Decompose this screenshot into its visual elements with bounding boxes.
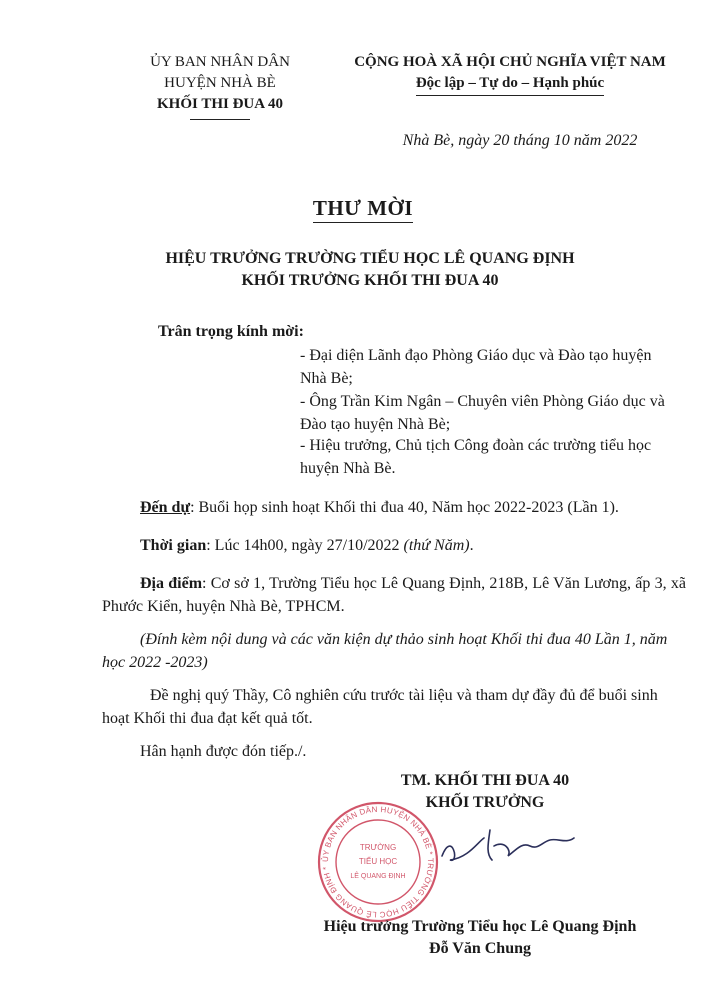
time-line — [140, 534, 700, 557]
request-paragraph: Đề nghị quý Thầy, Cô nghiên cứu trước tài liệu và tham dự đầy đủ để buổi sinh hoạt Khối thi đua đạt kết quả tốt. — [102, 687, 658, 727]
greeting: Trân trọng kính mời: — [158, 323, 304, 340]
place-line — [102, 572, 686, 618]
recipient-item: - Ông Trần Kim Ngân – Chuyên viên Phòng Giáo dục và Đào tạo huyện Nhà Bè; — [300, 393, 665, 433]
document-title-text: THƯ MỜI — [313, 196, 413, 223]
attend-text: : Buổi họp sinh hoạt Khối thi đua 40, Năm học 2022-2023 (Lần 1). — [190, 499, 619, 516]
inviter-block — [60, 248, 680, 292]
time-label: Thời gian — [140, 537, 207, 554]
recipient-item: - Đại diện Lãnh đạo Phòng Giáo dục và Đào tạo huyện Nhà Bè; — [300, 347, 652, 387]
stamp-center-line-2: TIỂU HỌC — [358, 857, 398, 866]
inviter-line-1: HIỆU TRƯỞNG TRƯỜNG TIỂU HỌC LÊ QUANG ĐỊNH — [165, 250, 575, 267]
attend-label: Đến dự — [140, 499, 191, 516]
signature-title-line-2: KHỐI TRƯỞNG — [425, 794, 545, 811]
place-text: : Cơ sở 1, Trường Tiểu học Lê Quang Định, 218B, Lê Văn Lương, ấp 3, xã Phước Kiển, huyện Nhà Bè, TPHCM. — [102, 575, 686, 615]
closing-line: Hân hạnh được đón tiếp./. — [140, 743, 307, 760]
national-motto: Độc lập – Tự do – Hạnh phúc — [416, 73, 604, 96]
stamp-center-line-3: LÊ QUANG ĐỊNH — [350, 873, 406, 880]
authority-line-1: ỦY BAN NHÂN DÂN — [150, 54, 290, 70]
stamp-ring-text: ỦY BAN NHÂN DÂN HUYỆN NHÀ BÈ * TRƯỜNG TIỂU HỌC LÊ QUANG ĐỊNH * — [320, 804, 436, 920]
signer-name: Đỗ Văn Chung — [429, 940, 531, 957]
official-stamp — [316, 800, 440, 924]
national-heading — [340, 52, 680, 96]
signer-block — [260, 916, 700, 960]
recipient-item: - Hiệu trưởng, Chủ tịch Công đoàn các trường tiểu học huyện Nhà Bè. — [300, 437, 652, 477]
place-label: Địa điểm — [140, 575, 203, 592]
handwritten-signature — [438, 820, 578, 870]
time-text: : Lúc 14h00, ngày 27/10/2022 — [206, 537, 404, 554]
inviter-line-2: KHỐI TRƯỞNG KHỐI THI ĐUA 40 — [241, 272, 499, 289]
authority-line-2: HUYỆN NHÀ BÈ — [164, 75, 276, 91]
issuing-authority — [120, 52, 320, 120]
header-divider — [190, 119, 250, 120]
stamp-center-line-1: TRƯỜNG — [359, 843, 397, 852]
authority-line-3: KHỐI THI ĐUA 40 — [157, 96, 283, 112]
signer-position: Hiệu trưởng Trường Tiểu học Lê Quang Định — [323, 918, 637, 935]
time-weekday: (thứ Năm) — [403, 537, 470, 554]
document-date: Nhà Bè, ngày 20 tháng 10 năm 2022 — [402, 132, 638, 149]
country-name: CỘNG HOÀ XÃ HỘI CHỦ NGHĨA VIỆT NAM — [354, 54, 666, 70]
signature-title-line-1: TM. KHỐI THI ĐUA 40 — [400, 772, 570, 789]
attachment-note: (Đính kèm nội dung và các văn kiện dự thảo sinh hoạt Khối thi đua 40 Lần 1, năm học 2022 -2023) — [102, 631, 668, 671]
attend-line — [140, 496, 700, 519]
time-end: . — [469, 537, 474, 554]
document-title — [0, 196, 726, 223]
